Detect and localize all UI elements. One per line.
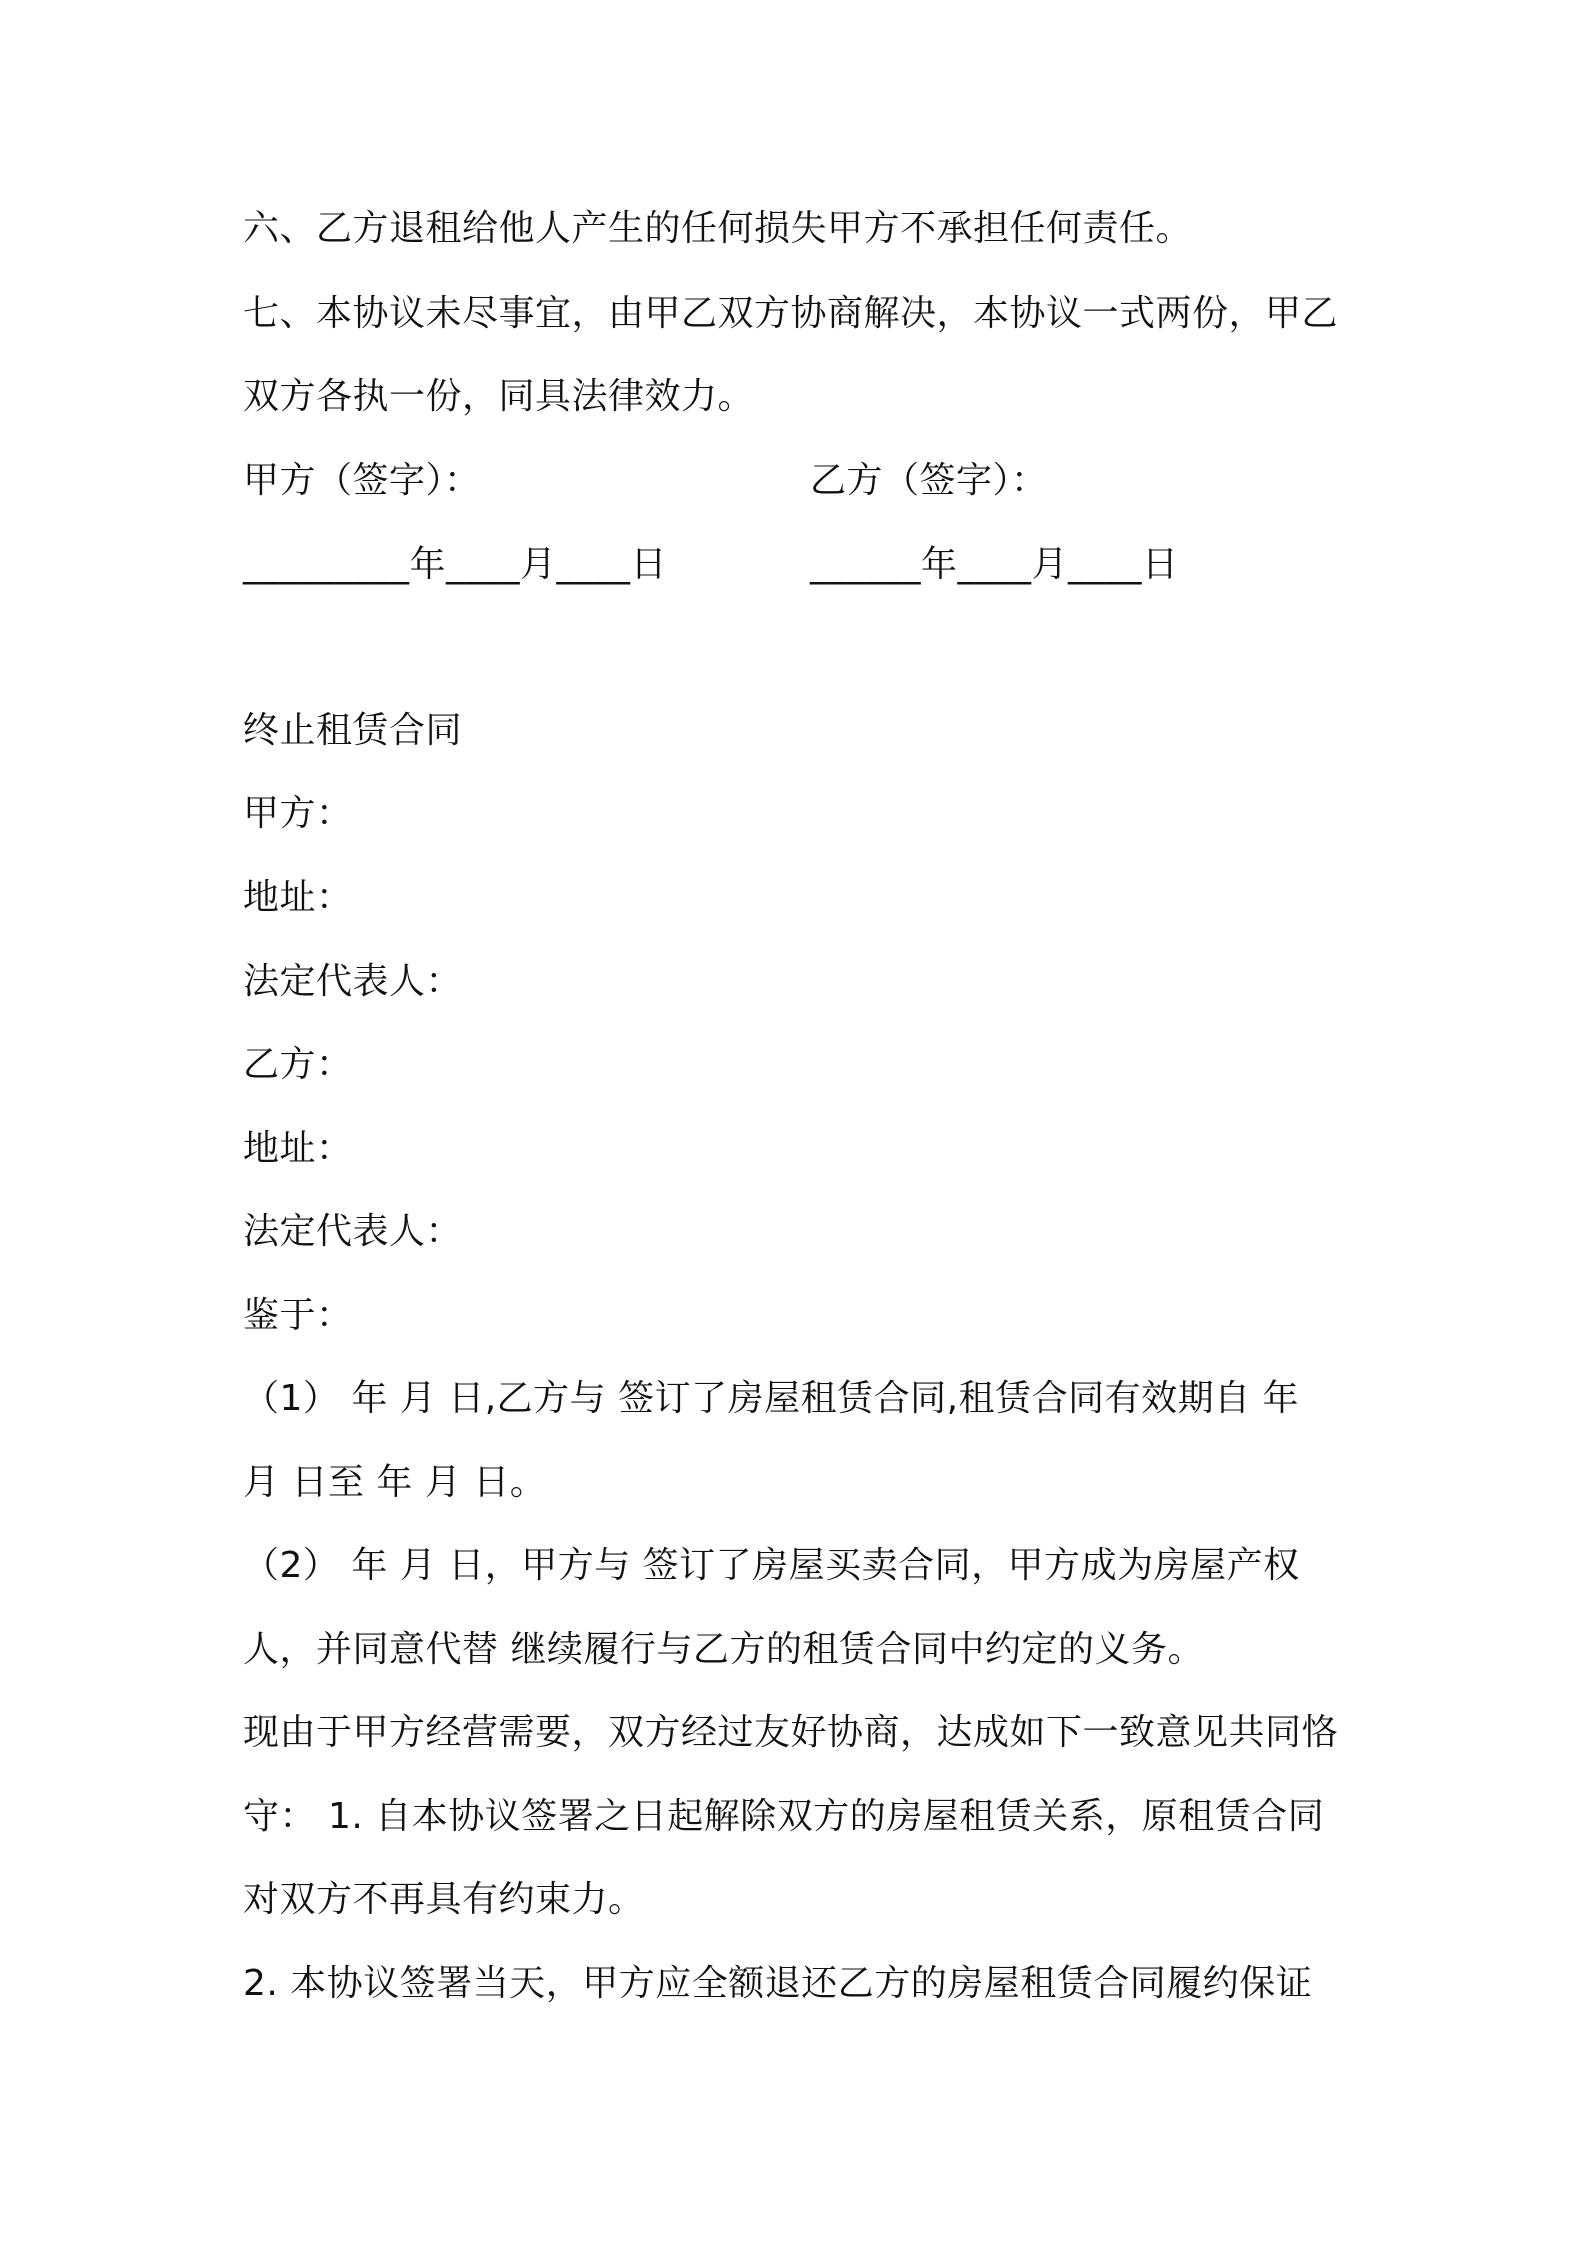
whereas-label: 鉴于： [243,1295,353,1336]
clause-six: 六、乙方退租给他人产生的任何损失甲方不承担任何责任。 [243,208,1193,249]
party-b-legal-rep-field: 法定代表人： [243,1211,463,1252]
agreement-intro-line-1: 现由于甲方经营需要，双方经过友好协商，达成如下一致意见共同恪 [243,1712,1339,1753]
party-b-field: 乙方： [243,1044,353,1085]
party-b-signature-label: 乙方（签字）： [810,460,1048,501]
recital-1-line-2: 月 日至 年 月 日。 [243,1462,547,1503]
clause-2-line-1: 2. 本协议签署当天，甲方应全额退还乙方的房屋租赁合同履约保证 [243,1963,1313,2004]
clause-seven-line-2: 双方各执一份，同具法律效力。 [243,376,755,417]
recital-2-line-2: 人，并同意代替 继续履行与乙方的租赁合同中约定的义务。 [243,1629,1204,1670]
party-a-address-field: 地址： [243,877,353,918]
agreement-intro-line-2: 守： 1. 自本协议签署之日起解除双方的房屋租赁关系，原租赁合同 [243,1796,1325,1837]
party-b-address-field: 地址： [243,1128,353,1169]
party-a-date-blank: _________年____月____日 [243,544,667,585]
agreement-intro-line-3: 对双方不再具有约束力。 [243,1879,645,1920]
party-a-field: 甲方： [243,793,353,834]
party-a-legal-rep-field: 法定代表人： [243,961,463,1002]
party-b-date-blank: ______年____月____日 [810,544,1179,585]
clause-seven-line-1: 七、本协议未尽事宜，由甲乙双方协商解决，本协议一式两份，甲乙 [243,293,1339,334]
party-a-signature-label: 甲方（签字）： [243,460,481,501]
section-title: 终止租赁合同 [243,710,463,751]
recital-2-line-1: （2） 年 月 日，甲方与 签订了房屋买卖合同，甲方成为房屋产权 [243,1545,1300,1586]
recital-1-line-1: （1） 年 月 日,乙方与 签订了房屋租赁合同,租赁合同有效期自 年 [243,1378,1300,1419]
